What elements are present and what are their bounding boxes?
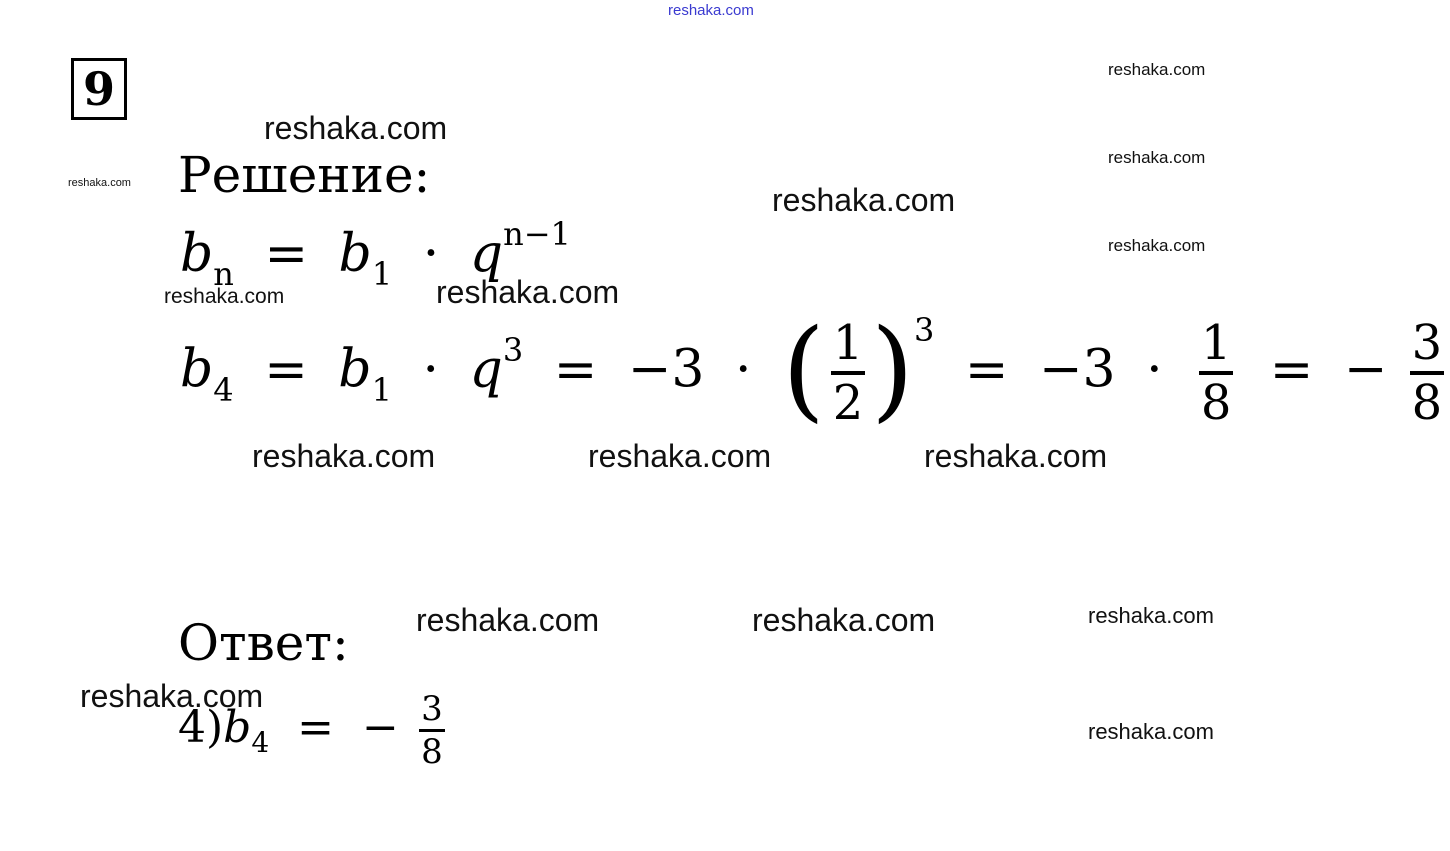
watermark: reshaka.com <box>1108 148 1206 167</box>
equals-sign: = <box>553 339 598 400</box>
subscript: 4 <box>213 370 234 409</box>
minus-sign: − <box>1343 339 1388 400</box>
numerator: 1 <box>1200 315 1232 371</box>
numerator: 3 <box>421 689 443 729</box>
watermark: reshaka.com <box>752 602 936 638</box>
watermark: reshaka.com <box>1108 60 1206 79</box>
watermark: reshaka.com <box>252 438 436 474</box>
equals-sign: = <box>964 339 1009 400</box>
watermark: reshaka.com <box>1108 236 1206 255</box>
var-b: b <box>180 339 214 400</box>
subscript: 1 <box>371 255 393 293</box>
answer-heading: Ответ: <box>178 614 349 672</box>
subscript: n <box>213 255 234 293</box>
denominator: 8 <box>1411 375 1443 431</box>
answer-option: 4) <box>178 702 224 753</box>
denominator: 2 <box>832 375 864 431</box>
numerator: 1 <box>832 315 864 371</box>
var-q: q <box>469 224 504 284</box>
watermark: reshaka.com <box>588 438 772 474</box>
watermark: reshaka.com <box>164 285 285 308</box>
fraction-one-eighth <box>1199 315 1233 431</box>
var-b: b <box>338 339 372 400</box>
watermark: reshaka.com <box>924 438 1108 474</box>
fraction-one-half <box>831 315 865 431</box>
dot-operator: · <box>422 224 440 284</box>
watermark: reshaka.com <box>772 182 956 218</box>
right-paren: ) <box>871 305 914 433</box>
equals-sign: = <box>297 702 335 753</box>
denominator: 8 <box>421 732 443 772</box>
equals-sign: = <box>264 339 308 400</box>
watermark: reshaka.com <box>436 274 620 310</box>
dot-operator: · <box>1146 339 1163 400</box>
watermark: reshaka.com <box>80 678 264 714</box>
var-q: q <box>469 339 503 400</box>
dot-operator: · <box>735 339 752 400</box>
watermark: reshaka.com <box>416 602 600 638</box>
watermark: reshaka.com <box>1088 603 1214 628</box>
left-paren: ( <box>782 305 826 433</box>
solution-heading: Решение: <box>178 146 431 204</box>
exponent: 3 <box>502 330 524 369</box>
coefficient: −3 <box>627 339 705 400</box>
exponent: n−1 <box>503 215 571 253</box>
b4-calculation <box>180 305 1450 433</box>
minus-sign: − <box>362 702 399 753</box>
var-b: b <box>223 702 252 753</box>
equals-sign: = <box>264 224 309 284</box>
watermark: reshaka.com <box>1088 719 1214 744</box>
problem-number-box: 9 <box>71 58 127 120</box>
equals-sign: = <box>1269 339 1314 400</box>
coefficient: −3 <box>1038 339 1116 400</box>
fraction-three-eighths <box>1410 315 1444 431</box>
watermark: reshaka.com <box>264 110 448 146</box>
var-b: b <box>338 224 372 284</box>
numerator: 3 <box>1411 315 1443 371</box>
subscript: 1 <box>371 370 392 409</box>
denominator: 8 <box>1200 375 1232 431</box>
answer-formula <box>178 689 451 772</box>
watermark: reshaka.com <box>68 177 131 189</box>
exponent: 3 <box>913 310 935 349</box>
var-b: b <box>180 224 214 284</box>
general-term-formula <box>180 215 571 293</box>
subscript: 4 <box>251 726 270 759</box>
dot-operator: · <box>422 339 440 400</box>
fraction-three-eighths <box>419 689 445 772</box>
watermark[interactable]: reshaka.com <box>668 2 754 19</box>
